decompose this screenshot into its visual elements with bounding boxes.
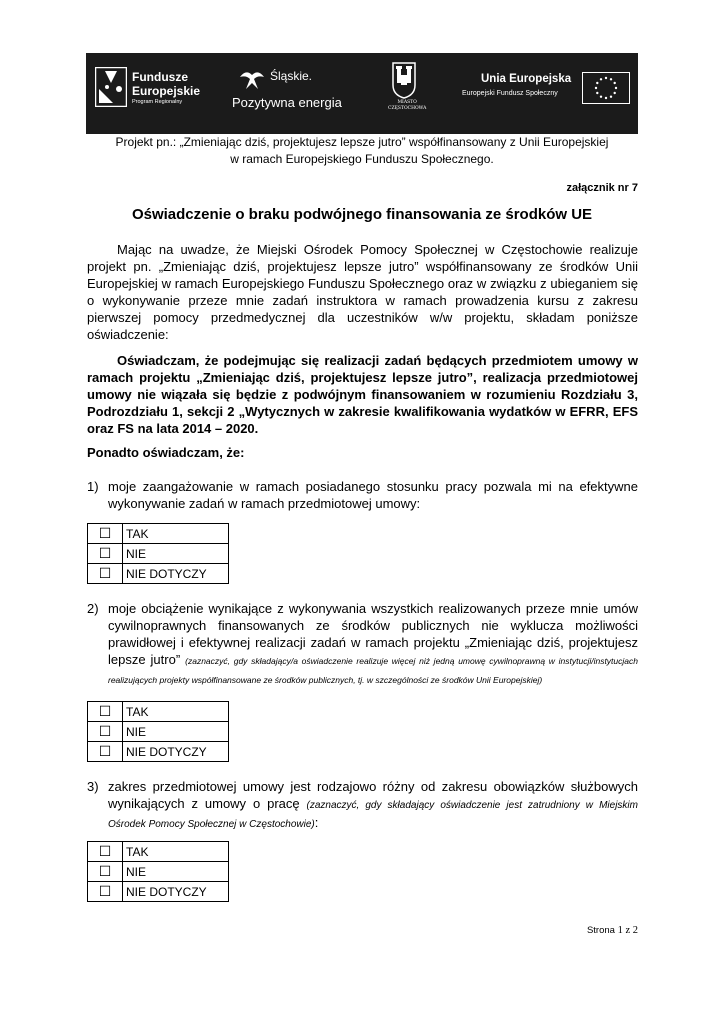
intro-paragraph: Mając na uwadze, że Miejski Ośrodek Pomocy Społecznej w Częstochowie realizuje projekt pn. „Zmieniając dziś, projektujesz lepsze jutro” współfinansowany ze środków Unii Europejskiej w ramach Europejskiego Funduszu Społecznego oraz w związku z ubieganiem się o wykonywanie przeze mnie zadań instruktora w ramach prowadzenia kursu z zakresu pierwszej pomocy przedmedycznej dla uczestników w/w projektu, składam poniższe oświadczenie:: [87, 242, 638, 342]
option-row-nie: [88, 722, 229, 742]
statement-item-1-text: moje zaangażowanie w ramach posiadanego stosunku pracy pozwala mi na efektywne wykonywanie zadań w ramach przedmiotowej umowy:: [108, 479, 638, 511]
project-statement: Projekt pn.: „Zmieniając dziś, projektujesz lepsze jutro” współfinansowany z Unii Europejskiej w ramach Europejskiego Funduszu Społecznego.: [115, 135, 609, 166]
option-label-nie-dotyczy: NIE DOTYCZY: [123, 882, 229, 902]
option-label-tak: TAK: [123, 524, 229, 544]
checkbox-nie-dotyczy-1[interactable]: ☐: [88, 564, 123, 584]
page-number: Strona 1 z 2: [586, 925, 638, 936]
option-label-nie-dotyczy: NIE DOTYCZY: [123, 742, 229, 762]
option-label-nie: NIE: [123, 544, 229, 564]
slaskie-slogan: Pozytywna energia: [232, 95, 342, 110]
checkbox-nie-dotyczy-3[interactable]: ☐: [88, 882, 123, 902]
checkbox-nie-2[interactable]: ☐: [88, 722, 123, 742]
header-banner: [86, 53, 638, 134]
option-label-tak: TAK: [123, 842, 229, 862]
checkbox-tak-3[interactable]: ☐: [88, 842, 123, 862]
option-row-nie-dotyczy: [88, 742, 229, 762]
option-row-nie-dotyczy: [88, 882, 229, 902]
statement-item-2-text: moje obciążenie wynikające z wykonywania wszystkich realizowanych przeze mnie umów cywilnoprawnych finansowanych ze środków publicznych nie wyklucza możliwości prawidłowej i efektywnej realizacji zadań w ramach projektu „Zmieniając dziś, projektujesz lepsze jutro”: [108, 601, 638, 667]
statement-item-3-text: zakres przedmiotowej umowy jest rodzajowo różny od zakresu obowiązków służbowych wynikających z umowy o pracę: [108, 779, 638, 811]
city-label: MIASTO CZĘSTOCHOWA: [388, 100, 427, 111]
checkbox-nie-dotyczy-2[interactable]: ☐: [88, 742, 123, 762]
option-label-tak: TAK: [123, 702, 229, 722]
city-crest-icon: [391, 61, 417, 99]
option-row-tak: [88, 524, 229, 544]
further-statement: Ponadto oświadczam, że:: [87, 445, 245, 460]
options-table-2: [87, 701, 229, 762]
fe-subtitle: Program Regionalny: [132, 99, 183, 105]
page-title: Oświadczenie o braku podwójnego finansowania ze środków UE: [131, 206, 593, 223]
options-table-3: [87, 841, 229, 902]
slaskie-name: Śląskie.: [270, 69, 313, 83]
option-row-nie: [88, 862, 229, 882]
option-row-nie: [88, 544, 229, 564]
ue-fund: Europejski Fundusz Społeczny: [462, 90, 558, 97]
attachment-label: załącznik nr 7: [566, 182, 638, 194]
eu-flag-icon: [582, 72, 630, 104]
option-row-tak: [88, 702, 229, 722]
option-row-nie-dotyczy: [88, 564, 229, 584]
statement-item-3-note: (zaznaczyć, gdy składający oświadczenie jest zatrudniony w Miejskim Ośrodek Pomocy Społecznej w Częstochowie): [108, 800, 638, 830]
option-label-nie: NIE: [123, 862, 229, 882]
declaration-paragraph: Oświadczam, że podejmując się realizacji zadań będących przedmiotem umowy w ramach projektu „Zmieniając dziś, projektujesz lepsze jutro”, realizacja przedmiotowej umowy nie wiązała się będzie z podwójnym finansowaniem w rozumieniu Rozdziału 3, Podrozdziału 1, sekcji 2 „Wytycznych w zakresie kwalifikowania wydatków w EFRR, EFS oraz FS na lata 2014 – 2020.: [87, 353, 638, 436]
option-row-tak: [88, 842, 229, 862]
ue-title: Unia Europejska: [481, 73, 572, 85]
fundusze-europejskie-logo-icon: [95, 67, 127, 107]
slaskie-eagle-icon: [238, 67, 266, 91]
statement-item-2-note: (zaznaczyć, gdy składający/a oświadczenie realizuje więcej niż jedną umowę cywilnoprawną w instytucji/instytucjach realizujących projekty współfinansowane ze środków publicznych, tj. w szczególności ze środków Unii Europejskiej): [108, 656, 638, 685]
option-label-nie: NIE: [123, 722, 229, 742]
option-label-nie-dotyczy: NIE DOTYCZY: [123, 564, 229, 584]
checkbox-tak-2[interactable]: ☐: [88, 702, 123, 722]
checkbox-tak-1[interactable]: ☐: [88, 524, 123, 544]
checkbox-nie-1[interactable]: ☐: [88, 544, 123, 564]
options-table-1: [87, 523, 229, 584]
checkbox-nie-3[interactable]: ☐: [88, 862, 123, 882]
fe-title: Fundusze Europejskie: [132, 70, 201, 98]
